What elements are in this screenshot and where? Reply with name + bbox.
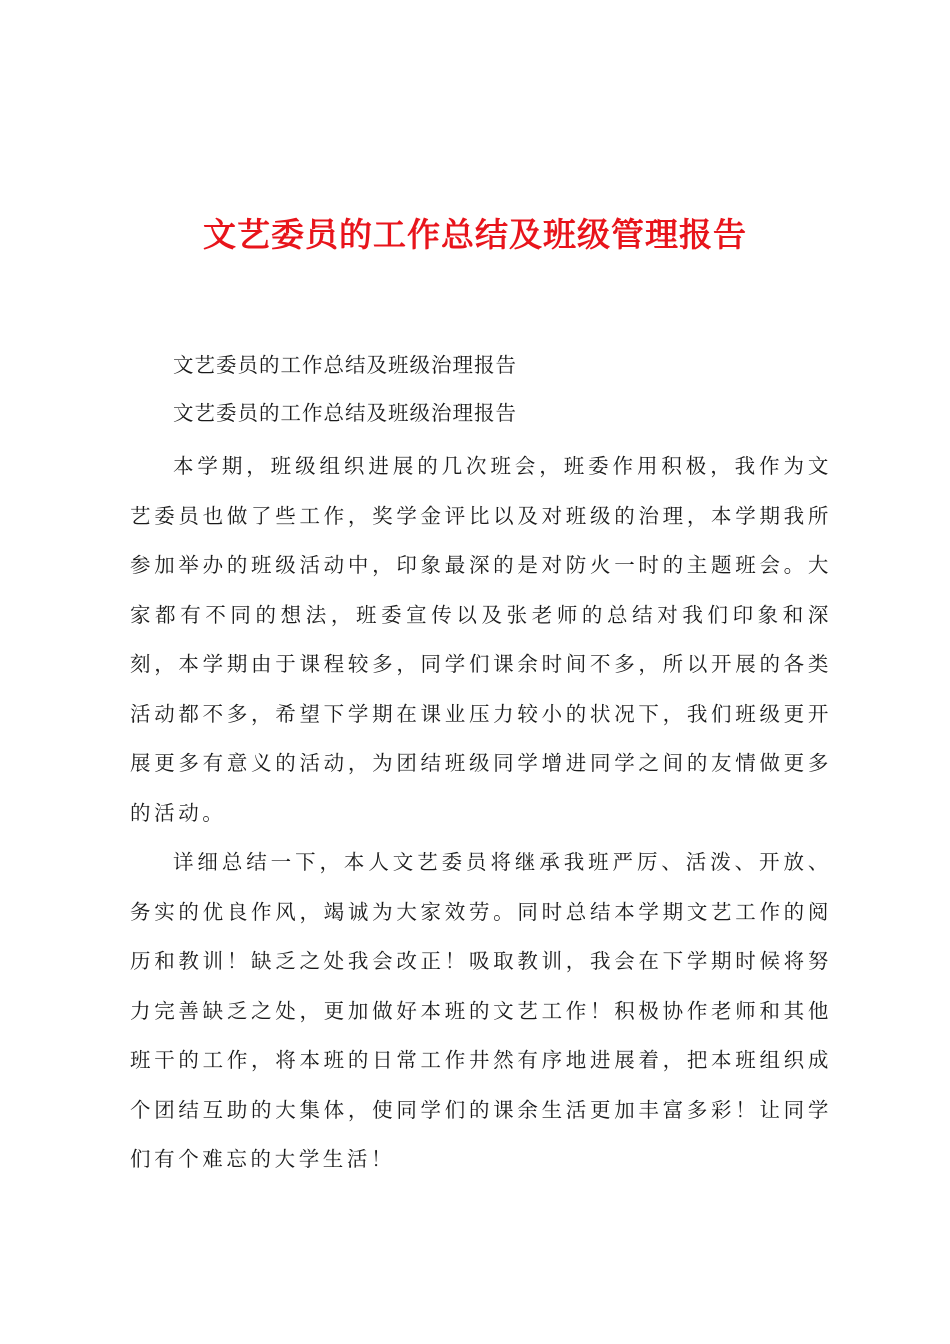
document-title: 文艺委员的工作总结及班级管理报告 <box>203 215 747 254</box>
paragraph: 详细总结一下，本人文艺委员将继承我班严厉、活泼、开放、务实的优良作风，竭诚为大家效劳。同时总结本学期文艺工作的阅历和教训！缺乏之处我会改正！吸取教训，我会在下学期时候将努力完善缺乏之处，更加做好本班的文艺工作！积极协作老师和其他班干的工作，将本班的日常工作井然有序地进展着，把本班组织成个团结互助的大集体，使同学们的课余生活更加丰富多彩！让同学们有个难忘的大学生活！ <box>130 850 832 1171</box>
document-body <box>130 341 832 1185</box>
subtitle-line: 文艺委员的工作总结及班级治理报告 <box>173 401 517 425</box>
paragraph: 本学期，班级组织进展的几次班会，班委作用积极，我作为文艺委员也做了些工作，奖学金评比以及对班级的治理，本学期我所参加举办的班级活动中，印象最深的是对防火一时的主题班会。大家都有不同的想法，班委宣传以及张老师的总结对我们印象和深刻，本学期由于课程较多，同学们课余时间不多，所以开展的各类活动都不多，希望下学期在课业压力较小的状况下，我们班级更开展更多有意义的活动，为团结班级同学增进同学之间的友情做更多的活动。 <box>130 454 832 825</box>
subtitle-line: 文艺委员的工作总结及班级治理报告 <box>173 353 517 377</box>
